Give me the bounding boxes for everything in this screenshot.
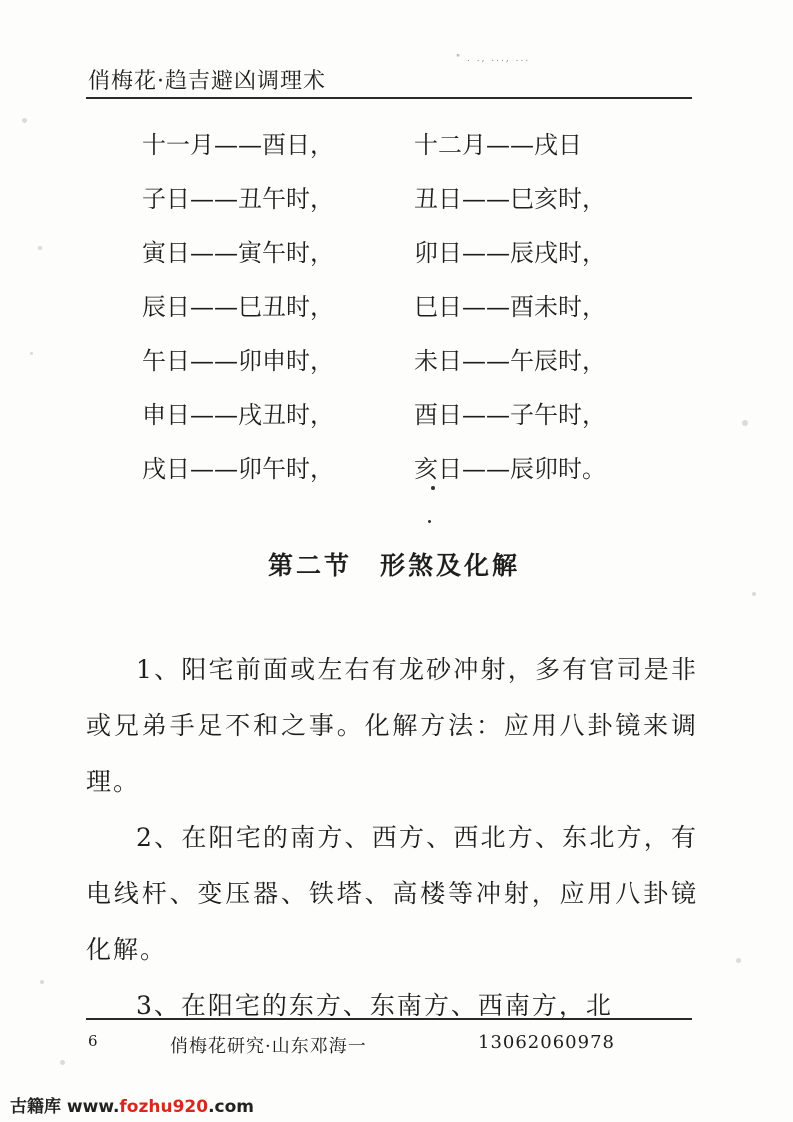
scan-speck — [40, 980, 44, 984]
schedule-row — [142, 118, 662, 172]
schedule-right: 未日——午辰时， — [414, 347, 606, 375]
schedule-right: 酉日——子午时， — [414, 401, 606, 429]
schedule-right: 亥日——辰卯时。 — [414, 455, 606, 483]
body-text — [86, 642, 698, 1034]
schedule-row — [142, 388, 662, 442]
schedule-row — [142, 172, 662, 226]
scan-speck — [22, 118, 27, 123]
schedule-right: 卯日——辰戌时， — [414, 239, 606, 267]
schedule-left: 午日——卯申时， — [142, 347, 334, 375]
schedule-left: 辰日——巳丑时， — [142, 293, 334, 321]
scan-dot — [428, 520, 431, 523]
schedule-left: 子日——丑午时， — [142, 185, 334, 213]
schedule-left: 十一月——酉日， — [142, 131, 334, 159]
scan-speck — [38, 246, 42, 250]
header-rule — [86, 97, 692, 99]
schedule-right: 十二月——戌日 — [414, 131, 582, 159]
scan-dot — [431, 486, 435, 490]
schedule-row — [142, 442, 662, 496]
running-header-title: 俏梅花·趋吉避凶调理术 — [88, 69, 326, 94]
schedule-row — [142, 280, 662, 334]
scan-speck — [60, 1060, 65, 1065]
footer-phone: 13062060978 — [478, 1032, 615, 1053]
paragraph: 3、在阳宅的东方、东南方、西南方，北 — [136, 991, 613, 1020]
footer-rule — [86, 1018, 692, 1020]
scan-speck — [742, 420, 748, 426]
schedule-left: 戌日——卯午时， — [142, 455, 334, 483]
time-schedule — [142, 118, 662, 496]
scan-speck — [30, 352, 33, 355]
scan-speck — [752, 592, 756, 596]
paragraph: 1、阳宅前面或左右有龙砂冲射，多有官司是非或兄弟手足不和之事。化解方法：应用八卦镜来调理。 — [86, 655, 698, 796]
footer-credit: 俏梅花研究·山东邓海一 — [170, 1036, 367, 1057]
schedule-right: 巳日——酉未时， — [414, 293, 606, 321]
watermark-suffix: .com — [208, 1097, 255, 1117]
section-title: 第二节 形煞及化解 — [268, 551, 521, 580]
scan-speck — [736, 958, 741, 963]
schedule-row — [142, 334, 662, 388]
paragraph: 2、在阳宅的南方、西方、西北方、东北方，有电线杆、变压器、铁塔、高楼等冲射，应用八卦镜化解。 — [86, 823, 698, 964]
page-number: 6 — [88, 1032, 98, 1050]
schedule-left: 寅日——寅午时， — [142, 239, 334, 267]
header-faint-mark: " . ., ..., ... — [456, 54, 531, 64]
site-watermark[interactable] — [10, 1092, 254, 1117]
schedule-right: 丑日——巳亥时， — [414, 185, 606, 213]
schedule-left: 申日——戌丑时， — [142, 401, 334, 429]
schedule-row — [142, 226, 662, 280]
watermark-prefix: 古籍库 www. — [10, 1097, 120, 1117]
watermark-highlight: fozhu920 — [119, 1097, 209, 1117]
